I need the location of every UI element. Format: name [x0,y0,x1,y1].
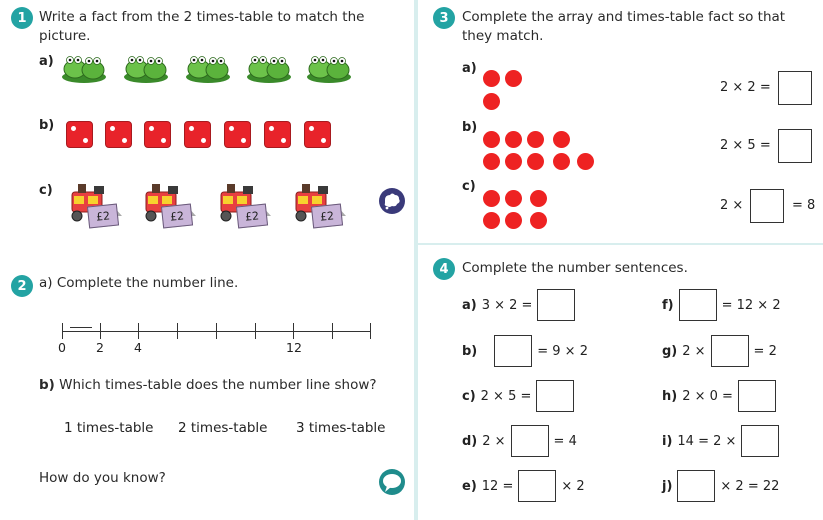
answer-box-4e[interactable] [518,470,556,502]
sentence-e-text: 12 = [481,478,514,494]
sentence-a [462,289,575,321]
q1-label-c: c) [39,183,53,198]
fact-a: 2 × 2 = [720,80,771,95]
sentence-i-text: 14 = 2 × [677,433,737,449]
sentence-g-text2: = 2 [753,343,777,359]
price-tag-2: £2 [161,203,193,228]
sentence-e [462,470,585,502]
sentence-d-text2: = 4 [553,433,577,449]
sentence-d [462,425,577,457]
answer-box-4d[interactable] [511,425,549,457]
sentence-j-label: j) [662,478,673,494]
sentence-a-label: a) [462,297,477,313]
sentence-g-label: g) [662,343,678,359]
sentence-g-text: 2 × [682,343,706,359]
sentence-i-label: i) [662,433,673,449]
sentence-f [662,289,781,321]
answer-box-4j[interactable] [677,470,715,502]
number-line-label-2: 2 [96,340,104,355]
section-divider [418,243,823,245]
answer-box-4h[interactable] [738,380,776,412]
sentence-e-label: e) [462,478,477,494]
sentence-f-label: f) [662,297,674,313]
answer-box-4c[interactable] [536,380,574,412]
q3-label-a: a) [462,61,477,76]
question-2-part-a: a) Complete the number line. [39,275,239,291]
die-4 [184,121,211,148]
option-2-times-table[interactable]: 2 times-table [178,420,268,436]
thought-bubble-icon [378,187,406,215]
answer-box-4i[interactable] [741,425,779,457]
answer-box-4f[interactable] [679,289,717,321]
fact-c-left: 2 × [720,198,744,213]
die-3 [144,121,171,148]
answer-box-4g[interactable] [711,335,749,367]
die-5 [224,121,251,148]
frog-pairs-illustration [62,49,352,85]
speech-bubble-icon [378,468,406,496]
price-tag-4: £2 [311,203,343,228]
question-4-number: 4 [433,258,455,280]
die-7 [304,121,331,148]
sentence-c-label: c) [462,388,476,404]
sentence-g [662,335,777,367]
q1-label-a: a) [39,54,54,69]
sentence-b [462,335,588,367]
sentence-b-label: b) [462,343,478,359]
question-2-part-b [39,376,377,395]
number-line-label-4: 4 [134,340,142,355]
price-tag-1: £2 [87,203,119,228]
sentence-f-text: = 12 × 2 [721,297,781,313]
q3-label-c: c) [462,179,476,194]
sentence-c [462,380,574,412]
number-line-label-0: 0 [58,340,66,355]
sentence-j [662,470,779,502]
sentence-h [662,380,776,412]
number-line-label-12: 12 [286,340,302,355]
sentence-h-label: h) [662,388,678,404]
question-2-number: 2 [11,275,33,297]
question-3-text: Complete the array and times-table fact so that they match. [462,9,786,44]
answer-box-4b[interactable] [494,335,532,367]
die-6 [264,121,291,148]
sentence-j-text: × 2 = 22 [720,478,780,494]
price-tag-3: £2 [236,203,268,228]
q2-part-b-label: b) [39,377,55,393]
question-1-number: 1 [11,7,33,29]
question-1-text: Write a fact from the 2 times-table to match the picture. [39,9,365,44]
sentence-a-text: 3 × 2 = [481,297,533,313]
option-3-times-table[interactable]: 3 times-table [296,420,386,436]
question-3-number: 3 [433,7,455,29]
die-2 [105,121,132,148]
q3-label-b: b) [462,120,478,135]
sentence-d-text: 2 × [482,433,506,449]
question-4-text: Complete the number sentences. [462,260,688,276]
sentence-h-text: 2 × 0 = [682,388,733,404]
fact-b: 2 × 5 = [720,138,771,153]
sentence-b-text: = 9 × 2 [537,343,588,359]
how-do-you-know: How do you know? [39,470,166,486]
sentence-d-label: d) [462,433,478,449]
q1-label-b: b) [39,118,55,133]
sentence-e-text2: × 2 [561,478,585,494]
option-1-times-table[interactable]: 1 times-table [64,420,154,436]
fact-c-right: = 8 [792,198,816,213]
column-divider [414,0,418,520]
answer-box-4a[interactable] [537,289,575,321]
die-1 [66,121,93,148]
answer-box-3b[interactable] [778,129,812,163]
answer-box-3c[interactable] [750,189,784,223]
sentence-i [662,425,779,457]
q2-part-b-text: Which times-table does the number line show? [59,377,377,393]
sentence-c-text: 2 × 5 = [480,388,532,404]
answer-box-3a[interactable] [778,71,812,105]
